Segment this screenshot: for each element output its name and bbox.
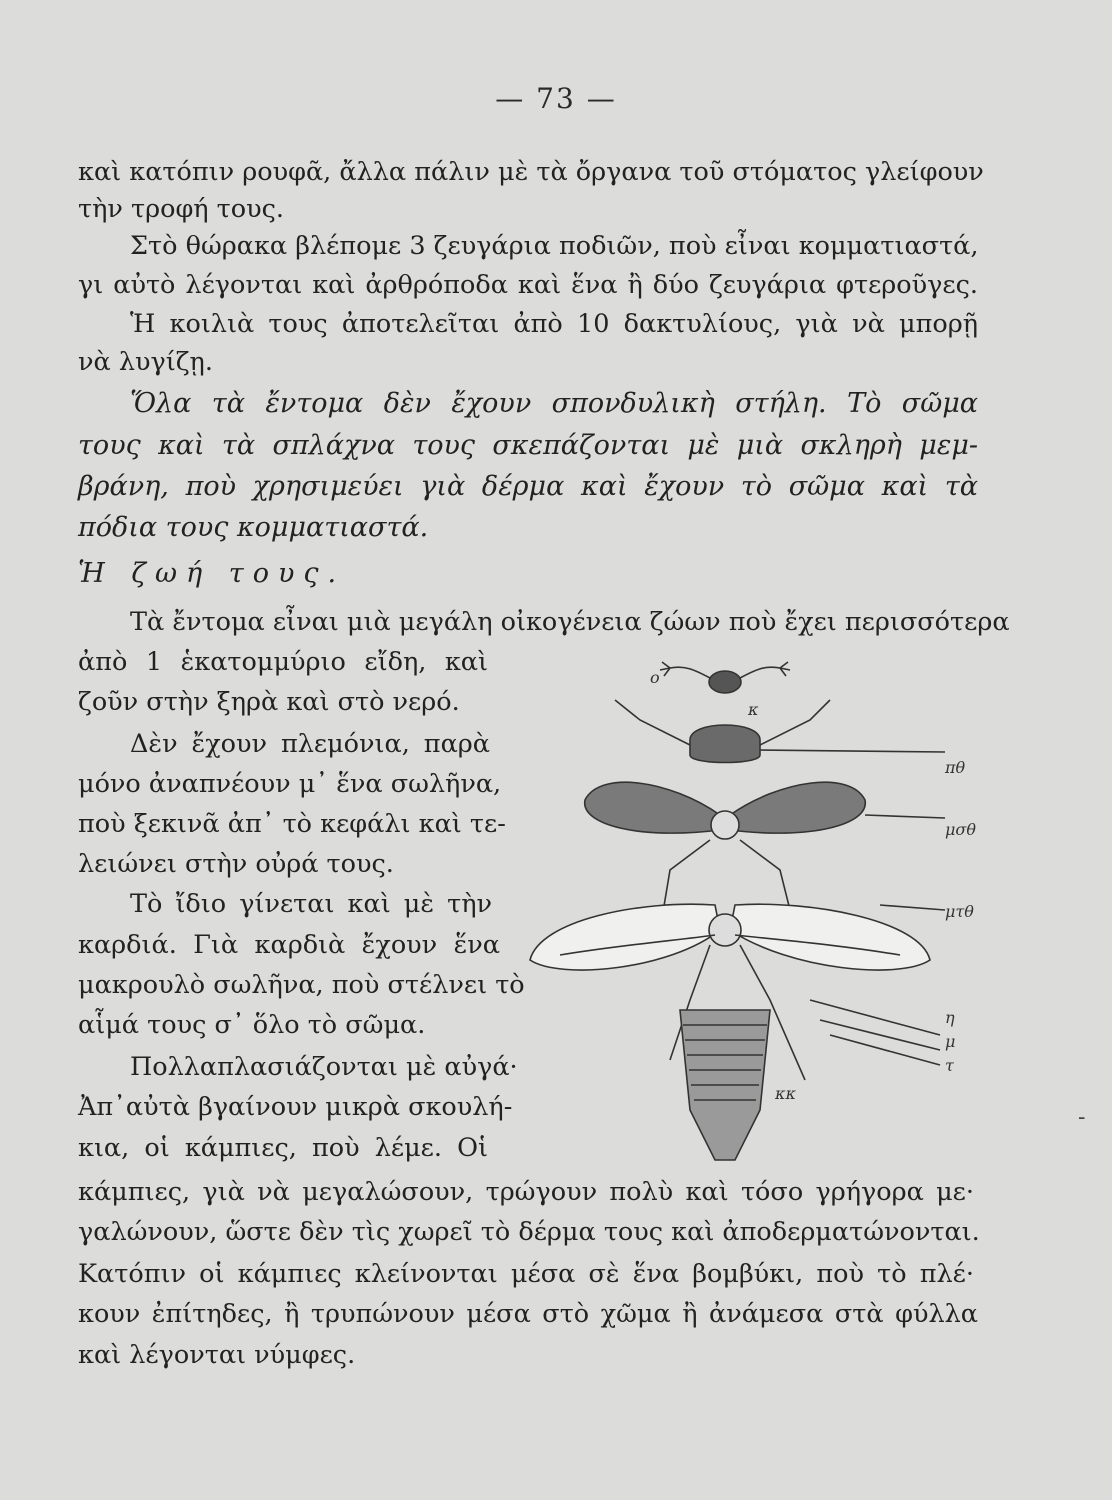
label-mu: μ <box>945 1032 956 1051</box>
pointer-pth <box>760 750 945 752</box>
text-line: τὴν τροφή τους. <box>78 194 285 224</box>
italic-text-line: βράνη, ποὺ χρησιμεύει γιὰ δέρμα καὶ ἔχουν τὸ σῶμα καὶ τὰ <box>78 471 978 502</box>
insect-diagram <box>520 640 980 1170</box>
antenna-left <box>670 667 710 678</box>
text-line: καὶ κατόπιν ρουφᾶ, ἄλλα πάλιν μὲ τὰ ὄργανα τοῦ στόματος γλείφουν <box>78 157 984 187</box>
label-pth: πθ <box>945 758 966 777</box>
label-mtth: μτθ <box>945 902 974 921</box>
label-tau: τ <box>945 1056 954 1075</box>
text-line: ζοῦν στὴν ξηρὰ καὶ στὸ νερό. <box>78 687 460 717</box>
text-line: γαλώνουν, ὥστε δὲν τὶς χωρεῖ τὸ δέρμα τους καὶ ἀποδερματώνονται. <box>78 1217 980 1247</box>
text-line: καὶ λέγονται νύμφες. <box>78 1340 356 1370</box>
italic-text-line: Ὅλα τὰ ἔντομα δὲν ἔχουν σπονδυλικὴ στήλη. Τὸ σῶμα <box>130 388 978 419</box>
text-line: Πολλαπλασιάζονται μὲ αὐγά· <box>130 1052 518 1082</box>
pointer-eta-mu-tau <box>810 1000 940 1065</box>
margin-mark: - <box>1078 1105 1086 1130</box>
page-number: — 73 — <box>495 82 617 115</box>
elytra-right <box>730 782 865 833</box>
metathorax-ring <box>709 914 741 946</box>
label-msth: μσθ <box>945 820 976 839</box>
label-eta: η <box>945 1008 955 1027</box>
insect-drawing <box>520 640 980 1170</box>
text-line: καρδιά. Γιὰ καρδιὰ ἔχουν ἕνα <box>78 930 500 960</box>
text-line: κάμπιες, γιὰ νὰ μεγαλώσουν, τρώγουν πολὺ καὶ τόσο γρήγορα με· <box>78 1177 974 1207</box>
text-line: Τὸ ἴδιο γίνεται καὶ μὲ τὴν <box>130 889 492 919</box>
text-line: Δὲν ἔχουν πλεμόνια, παρὰ <box>130 729 490 759</box>
text-line: μόνο ἀναπνέουν μ᾽ ἕνα σωλῆνα, <box>78 769 502 799</box>
label-o: ο <box>650 668 660 687</box>
elytra-left <box>585 782 720 833</box>
italic-text-line: πόδια τους κομματιαστά. <box>78 512 429 543</box>
text-line: Τὰ ἔντομα εἶναι μιὰ μεγάλη οἰκογένεια ζώων ποὺ ἔχει περισσότερα <box>130 607 1010 637</box>
text-line: ποὺ ξεκινᾶ ἀπ᾽ τὸ κεφάλι καὶ τε- <box>78 809 506 839</box>
text-line: Στὸ θώρακα βλέπομε 3 ζευγάρια ποδιῶν, ποὺ εἶναι κομματιαστά, <box>130 231 979 261</box>
text-line: γι αὐτὸ λέγονται καὶ ἀρθρόποδα καὶ ἕνα ἢ δύο ζευγάρια φτεροῦγες. <box>78 270 978 300</box>
label-kk: κκ <box>775 1084 796 1103</box>
mesothorax-ring <box>711 811 739 839</box>
head-shape <box>709 671 741 693</box>
text-line: κουν ἐπίτηδες, ἢ τρυπώνουν μέσα στὸ χῶμα ἢ ἀνάμεσα στὰ φύλλα <box>78 1299 978 1329</box>
text-line: Ἀπ᾽αὐτὰ βγαίνουν μικρὰ σκουλή- <box>78 1092 513 1122</box>
text-line: αἷμά τους σ᾽ ὅλο τὸ σῶμα. <box>78 1010 426 1040</box>
section-heading: Ἡ ζωή τους. <box>78 558 346 589</box>
italic-text-line: τους καὶ τὰ σπλάχνα τους σκεπάζονται μὲ μιὰ σκληρὴ μεμ- <box>78 430 978 461</box>
label-k: κ <box>748 700 759 719</box>
text-line: κια, οἱ κάμπιες, ποὺ λέμε. Οἱ <box>78 1133 488 1163</box>
prothorax-shape <box>690 725 760 763</box>
hindwing-left <box>530 904 720 970</box>
text-line: λειώνει στὴν οὐρά τους. <box>78 849 394 879</box>
text-line: Κατόπιν οἱ κάμπιες κλείνονται μέσα σὲ ἕνα βομβύκι, ποὺ τὸ πλέ· <box>78 1259 974 1289</box>
antenna-right <box>740 667 780 678</box>
pointer-msth <box>865 815 945 818</box>
pointer-mtth <box>880 905 945 910</box>
text-line: νὰ λυγίζῃ. <box>78 347 213 377</box>
text-line: ἀπὸ 1 ἑκατομμύριο εἴδη, καὶ <box>78 647 488 677</box>
text-line: Ἡ κοιλιὰ τους ἀποτελεῖται ἀπὸ 10 δακτυλίους, γιὰ νὰ μπορῇ <box>130 309 978 339</box>
text-line: μακρουλὸ σωλῆνα, ποὺ στέλνει τὸ <box>78 970 525 1000</box>
